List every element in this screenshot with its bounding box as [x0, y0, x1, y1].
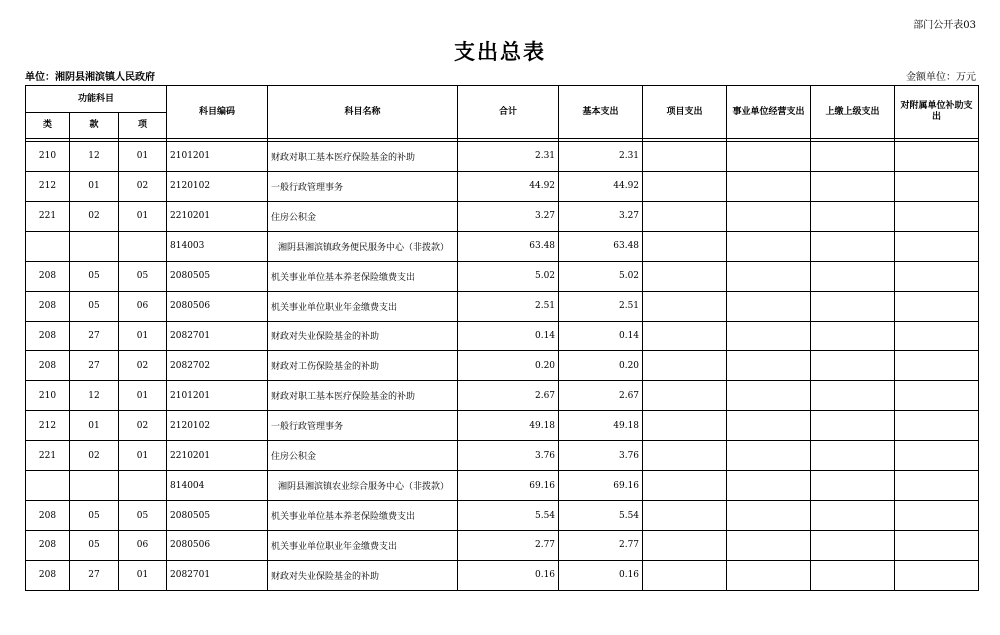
cell-lei: 208: [26, 351, 70, 381]
cell-kuan: 05: [70, 530, 119, 560]
cell-total: 63.48: [458, 231, 559, 261]
cell-superior: [811, 381, 895, 411]
cell-kuan: 01: [70, 171, 119, 201]
cell-kuan: 12: [70, 381, 119, 411]
cell-total: 2.51: [458, 291, 559, 321]
cell-kuan: 12: [70, 142, 119, 172]
cell-superior: [811, 231, 895, 261]
cell-xiang: [119, 471, 167, 501]
cell-enterprise: [727, 231, 811, 261]
cell-kuan: 27: [70, 351, 119, 381]
cell-lei: 212: [26, 171, 70, 201]
cell-basic: 0.14: [559, 321, 643, 351]
cell-subject-name: 住房公积金: [268, 201, 458, 231]
cell-subject-code: 2080506: [167, 530, 268, 560]
cell-enterprise: [727, 291, 811, 321]
cell-lei: 208: [26, 321, 70, 351]
cell-basic: 69.16: [559, 471, 643, 501]
cell-enterprise: [727, 261, 811, 291]
header-subsidy: 对附属单位补助支出: [895, 86, 979, 139]
header-basic: 基本支出: [559, 86, 643, 139]
cell-enterprise: [727, 351, 811, 381]
cell-basic: 3.27: [559, 201, 643, 231]
cell-enterprise: [727, 321, 811, 351]
cell-xiang: [119, 231, 167, 261]
cell-enterprise: [727, 411, 811, 441]
cell-lei: [26, 471, 70, 501]
cell-total: 2.67: [458, 381, 559, 411]
cell-basic: 44.92: [559, 171, 643, 201]
cell-project: [643, 411, 727, 441]
cell-subject-name: 财政对失业保险基金的补助: [268, 321, 458, 351]
cell-superior: [811, 530, 895, 560]
cell-subject-name: 一般行政管理事务: [268, 411, 458, 441]
cell-subsidy: [895, 201, 979, 231]
cell-basic: 0.20: [559, 351, 643, 381]
cell-basic: 3.76: [559, 441, 643, 471]
cell-enterprise: [727, 471, 811, 501]
cell-kuan: 02: [70, 201, 119, 231]
cell-subsidy: [895, 560, 979, 590]
cell-xiang: 02: [119, 411, 167, 441]
cell-project: [643, 501, 727, 531]
table-row: [26, 321, 979, 351]
table-row: [26, 142, 979, 172]
table-row: [26, 501, 979, 531]
cell-superior: [811, 351, 895, 381]
cell-subsidy: [895, 530, 979, 560]
cell-superior: [811, 501, 895, 531]
cell-superior: [811, 261, 895, 291]
table-row: [26, 171, 979, 201]
cell-basic: 2.77: [559, 530, 643, 560]
cell-basic: 5.54: [559, 501, 643, 531]
cell-xiang: 06: [119, 530, 167, 560]
cell-xiang: 01: [119, 560, 167, 590]
cell-subject-name: 财政对职工基本医疗保险基金的补助: [268, 142, 458, 172]
cell-total: 44.92: [458, 171, 559, 201]
table-row: [26, 560, 979, 590]
cell-subject-name: 一般行政管理事务: [268, 171, 458, 201]
cell-basic: 2.67: [559, 381, 643, 411]
cell-xiang: 01: [119, 142, 167, 172]
cell-subsidy: [895, 351, 979, 381]
cell-project: [643, 530, 727, 560]
header-superior: 上缴上级支出: [811, 86, 895, 139]
cell-subject-code: 814004: [167, 471, 268, 501]
cell-enterprise: [727, 441, 811, 471]
cell-subsidy: [895, 501, 979, 531]
cell-total: 2.31: [458, 142, 559, 172]
cell-subject-code: 2082702: [167, 351, 268, 381]
cell-project: [643, 171, 727, 201]
table-row: [26, 351, 979, 381]
cell-lei: 221: [26, 441, 70, 471]
header-lei: 类: [26, 113, 70, 139]
cell-project: [643, 471, 727, 501]
cell-subject-code: 2082701: [167, 321, 268, 351]
cell-subject-code: 2120102: [167, 411, 268, 441]
cell-lei: 221: [26, 201, 70, 231]
cell-kuan: [70, 471, 119, 501]
cell-superior: [811, 471, 895, 501]
cell-xiang: 05: [119, 501, 167, 531]
cell-enterprise: [727, 501, 811, 531]
table-row: [26, 201, 979, 231]
cell-total: 5.02: [458, 261, 559, 291]
cell-lei: 208: [26, 501, 70, 531]
header-project: 项目支出: [643, 86, 727, 139]
header-function-subject: 功能科目: [26, 86, 167, 113]
cell-superior: [811, 411, 895, 441]
cell-subject-name: 湘阴县湘滨镇政务便民服务中心（非拨款）: [268, 231, 458, 261]
money-unit: 金额单位：万元: [906, 72, 976, 83]
cell-kuan: 01: [70, 411, 119, 441]
unit-name: 单位：湘阴县湘滨镇人民政府: [25, 72, 155, 83]
cell-kuan: 02: [70, 441, 119, 471]
header-kuan: 款: [70, 113, 119, 139]
cell-project: [643, 142, 727, 172]
cell-kuan: 05: [70, 291, 119, 321]
header-enterprise: 事业单位经营支出: [727, 86, 811, 139]
cell-project: [643, 560, 727, 590]
cell-subject-code: 2210201: [167, 441, 268, 471]
cell-basic: 5.02: [559, 261, 643, 291]
cell-project: [643, 261, 727, 291]
cell-kuan: 27: [70, 560, 119, 590]
cell-total: 2.77: [458, 530, 559, 560]
cell-subject-code: 814003: [167, 231, 268, 261]
cell-superior: [811, 201, 895, 231]
cell-subject-name: 湘阴县湘滨镇农业综合服务中心（非拨款）: [268, 471, 458, 501]
cell-xiang: 05: [119, 261, 167, 291]
cell-lei: 208: [26, 291, 70, 321]
cell-xiang: 01: [119, 441, 167, 471]
cell-subsidy: [895, 142, 979, 172]
cell-lei: 212: [26, 411, 70, 441]
header-subject-code: 科目编码: [167, 86, 268, 139]
cell-subject-code: 2210201: [167, 201, 268, 231]
cell-lei: 210: [26, 381, 70, 411]
cell-superior: [811, 171, 895, 201]
cell-total: 0.14: [458, 321, 559, 351]
cell-enterprise: [727, 142, 811, 172]
cell-superior: [811, 291, 895, 321]
table-row: [26, 471, 979, 501]
cell-total: 5.54: [458, 501, 559, 531]
cell-subject-name: 财政对职工基本医疗保险基金的补助: [268, 381, 458, 411]
cell-subsidy: [895, 321, 979, 351]
cell-lei: [26, 231, 70, 261]
cell-total: 0.16: [458, 560, 559, 590]
header-total: 合计: [458, 86, 559, 139]
cell-subsidy: [895, 471, 979, 501]
cell-lei: 208: [26, 560, 70, 590]
cell-subject-code: 2080505: [167, 261, 268, 291]
cell-basic: 0.16: [559, 560, 643, 590]
cell-basic: 2.51: [559, 291, 643, 321]
cell-subject-name: 住房公积金: [268, 441, 458, 471]
cell-kuan: [70, 231, 119, 261]
cell-superior: [811, 321, 895, 351]
table-code-ref: 部门公开表03: [913, 20, 976, 31]
cell-enterprise: [727, 381, 811, 411]
cell-total: 69.16: [458, 471, 559, 501]
cell-subject-code: 2080505: [167, 501, 268, 531]
table-row: [26, 231, 979, 261]
cell-project: [643, 291, 727, 321]
cell-xiang: 01: [119, 381, 167, 411]
cell-subsidy: [895, 411, 979, 441]
table-row: [26, 441, 979, 471]
cell-subject-code: 2101201: [167, 142, 268, 172]
cell-basic: 49.18: [559, 411, 643, 441]
cell-xiang: 02: [119, 351, 167, 381]
cell-subject-name: 机关事业单位基本养老保险缴费支出: [268, 501, 458, 531]
cell-enterprise: [727, 201, 811, 231]
cell-subsidy: [895, 231, 979, 261]
cell-total: 3.27: [458, 201, 559, 231]
cell-subsidy: [895, 171, 979, 201]
cell-subject-code: 2101201: [167, 381, 268, 411]
cell-kuan: 05: [70, 501, 119, 531]
cell-xiang: 02: [119, 171, 167, 201]
cell-subject-name: 财政对工伤保险基金的补助: [268, 351, 458, 381]
cell-xiang: 01: [119, 321, 167, 351]
cell-project: [643, 351, 727, 381]
cell-subject-name: 机关事业单位职业年金缴费支出: [268, 291, 458, 321]
cell-superior: [811, 441, 895, 471]
cell-total: 0.20: [458, 351, 559, 381]
cell-subject-code: 2120102: [167, 171, 268, 201]
cell-project: [643, 201, 727, 231]
cell-lei: 208: [26, 530, 70, 560]
cell-basic: 2.31: [559, 142, 643, 172]
cell-subject-code: 2082701: [167, 560, 268, 590]
cell-xiang: 01: [119, 201, 167, 231]
cell-subsidy: [895, 441, 979, 471]
table-row: [26, 291, 979, 321]
cell-subsidy: [895, 261, 979, 291]
table-row: [26, 261, 979, 291]
cell-project: [643, 231, 727, 261]
cell-kuan: 27: [70, 321, 119, 351]
header-subject-name: 科目名称: [268, 86, 458, 139]
cell-subject-name: 财政对失业保险基金的补助: [268, 560, 458, 590]
cell-project: [643, 381, 727, 411]
page-title: 支出总表: [454, 40, 546, 64]
cell-subject-name: 机关事业单位职业年金缴费支出: [268, 530, 458, 560]
cell-subsidy: [895, 291, 979, 321]
cell-lei: 210: [26, 142, 70, 172]
cell-project: [643, 321, 727, 351]
cell-subject-code: 2080506: [167, 291, 268, 321]
table-row: [26, 530, 979, 560]
cell-lei: 208: [26, 261, 70, 291]
cell-superior: [811, 142, 895, 172]
cell-kuan: 05: [70, 261, 119, 291]
cell-basic: 63.48: [559, 231, 643, 261]
cell-superior: [811, 560, 895, 590]
cell-enterprise: [727, 530, 811, 560]
cell-subject-name: 机关事业单位基本养老保险缴费支出: [268, 261, 458, 291]
expenditure-table: [25, 85, 979, 591]
table-row: [26, 381, 979, 411]
cell-enterprise: [727, 171, 811, 201]
cell-total: 3.76: [458, 441, 559, 471]
header-xiang: 项: [119, 113, 167, 139]
cell-enterprise: [727, 560, 811, 590]
table-row: [26, 411, 979, 441]
cell-total: 49.18: [458, 411, 559, 441]
cell-subsidy: [895, 381, 979, 411]
cell-project: [643, 441, 727, 471]
cell-xiang: 06: [119, 291, 167, 321]
